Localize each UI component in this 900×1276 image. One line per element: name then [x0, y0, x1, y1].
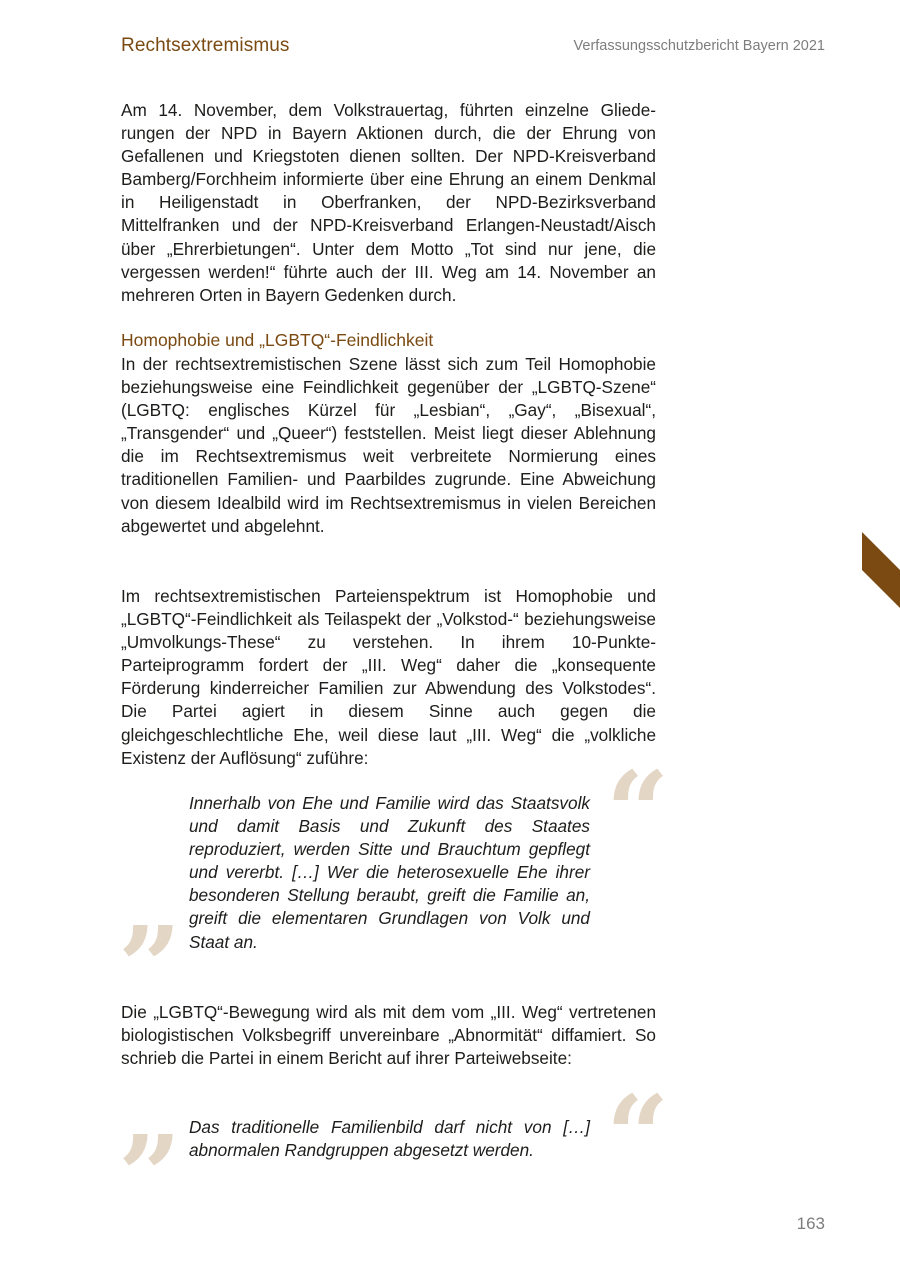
publication-title: Verfassungsschutzbericht Bayern 2021 — [573, 38, 825, 54]
section-title: Rechtsextremismus — [121, 35, 290, 56]
close-quote-icon: ” — [118, 902, 182, 1031]
subsection-heading: Homophobie und „LGBTQ“-Feindlichkeit — [121, 330, 434, 350]
body-paragraph — [121, 353, 656, 538]
paragraph-text: Die „LGBTQ“-Bewegung wird als mit dem vom „III. Weg“ vertretenen biologistischen Volksbegriff unvereinbare „Abnormität“ diffamiert. So schrieb die Partei in einem Bericht auf ihrer Parteiwebseite: — [121, 1002, 656, 1069]
body-paragraph — [121, 585, 656, 770]
block-quote: Innerhalb von Ehe und Familie wird das Staatsvolk und damit Basis und Zukunft des Staates reproduziert, werden Sitte und Brauchtum gepflegt und vererbt. […] Wer die heterosexuelle Ehe ihrer besonderen Stellung beraubt, greift die Familie an, greift die elementaren Grundlagen von Volk und Staat an. — [189, 793, 590, 952]
chapter-tab-marker — [862, 532, 900, 608]
page-number: 163 — [796, 1214, 825, 1233]
body-paragraph — [121, 99, 656, 307]
close-quote-icon: ” — [118, 1111, 182, 1240]
paragraph-text: Am 14. November, dem Volkstrauertag, führten einzelne Gliederungen der NPD in Bayern Aktionen durch, die der Ehrung von Gefallenen und Kriegstoten dienen sollten. Der NPD-Kreisverband Bamberg/Forchheim informierte über eine Ehrung an einem Denkmal in Heiligenstadt in Oberfranken, der NPD-Bezirksverband Mittelfranken und der NPD-Kreisverband Erlangen-Neustadt/Aisch über „Ehrerbietungen“. Unter dem Motto „Tot sind nur jene, die vergessen werden!“ führte auch der III. Weg am 14. November an mehreren Orten in Bayern Gedenken durch. — [121, 100, 656, 305]
chapter-tab-shape — [862, 532, 900, 608]
block-quote: Das traditionelle Familienbild darf nicht von […] abnormalen Randgruppen abgesetzt werden. — [189, 1117, 590, 1161]
paragraph-text: In der rechtsextremistischen Szene lässt sich zum Teil Homophobie beziehungsweise eine Feindlichkeit gegenüber der „LGBTQ-Szene“ (LGBTQ: englisches Kürzel für „Lesbian“, „Gay“, „Bisexual“, „Transgender“ und „Queer“) feststellen. Meist liegt dieser Ablehnung die im Rechtsextremismus weit verbreitete Normierung eines traditionellen Familien- und Paarbildes zugrunde. Eine Abweichung von diesem Idealbild wird im Rechtsextremismus in vielen Bereichen abgewertet und abgelehnt. — [121, 354, 656, 536]
open-quote-icon: “ — [606, 1071, 670, 1200]
open-quote-icon: “ — [606, 747, 670, 876]
body-paragraph — [121, 1001, 656, 1070]
paragraph-text: Im rechtsextremistischen Parteienspektrum ist Homophobie und „LGBTQ“-Feindlichkeit als Teilaspekt der „Volkstod-“ beziehungsweise „Umvolkungs-These“ zu verstehen. In ihrem 10-Punkte-Parteiprogramm fordert der „III. Weg“ daher die „konsequente Förderung kinderreicher Familien zur Abwendung des Volkstodes“. Die Partei agiert in diesem Sinne auch gegen die gleichgeschlechtliche Ehe, weil diese laut „III. Weg“ die „volkliche Existenz der Auflösung“ zuführe: — [121, 586, 656, 768]
